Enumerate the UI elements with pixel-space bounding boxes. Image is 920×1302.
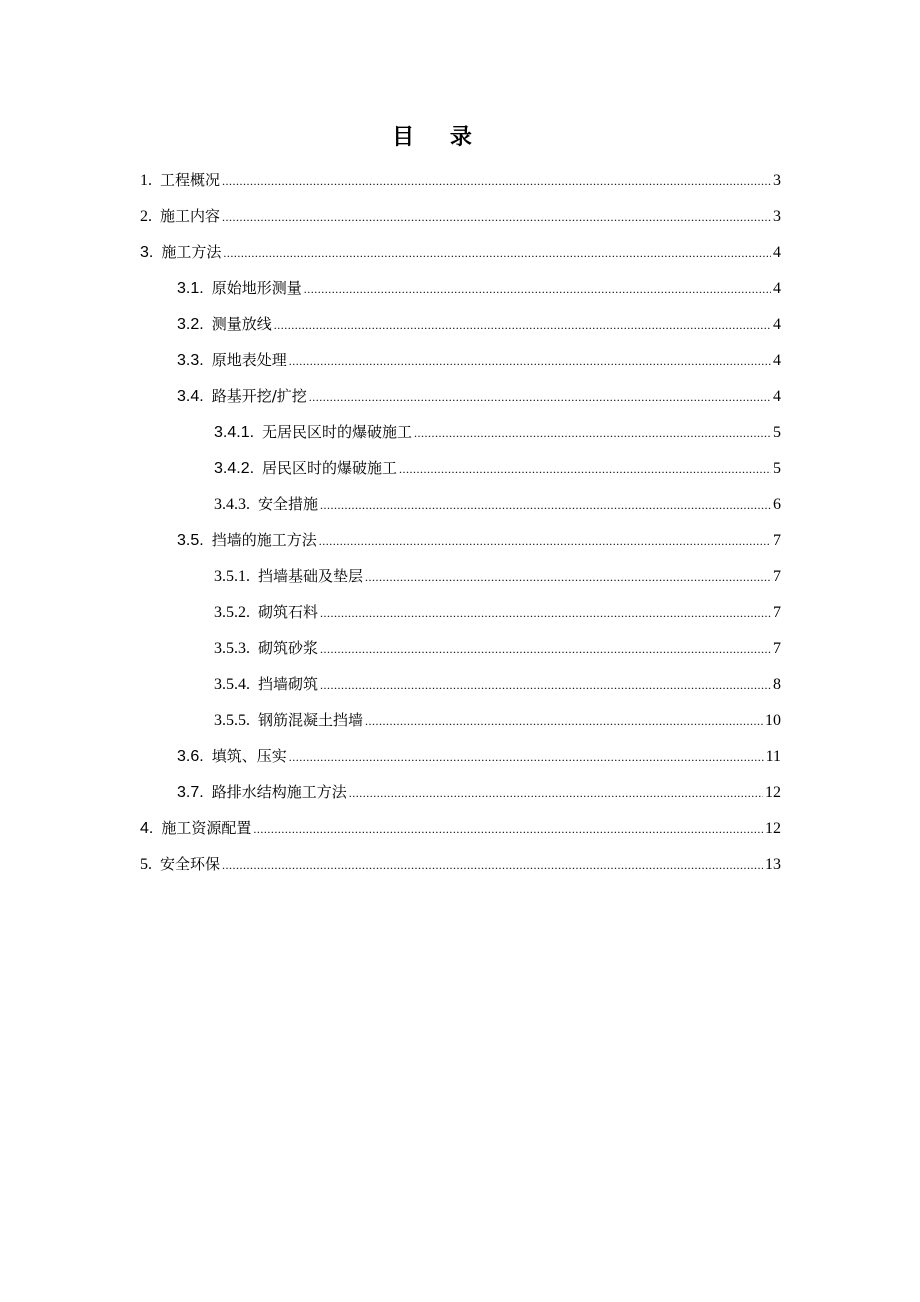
toc-entry-text: 挡墙基础及垫层 [258, 567, 364, 585]
toc-entry-page: 12 [765, 784, 781, 801]
dot-leader [365, 565, 771, 589]
toc-entry-page: 6 [773, 496, 781, 513]
toc-entry-text: 居民区时的爆破施工 [262, 459, 398, 477]
toc-entry-number: 3.7. [177, 784, 204, 801]
dot-leader [222, 205, 771, 229]
toc-entry-page: 4 [773, 280, 781, 297]
toc-entry-number: 3.5.4. [214, 676, 250, 693]
dot-leader [222, 169, 771, 193]
toc-entry-number: 3.4.2. [214, 460, 255, 477]
toc-entry-page: 3 [773, 208, 781, 225]
toc-entry-page: 3 [773, 172, 781, 189]
toc-entry[interactable] [177, 276, 781, 300]
toc-entry-page: 12 [765, 820, 781, 837]
toc-entry-number: 3. [140, 244, 154, 261]
dot-leader [320, 673, 771, 697]
dot-leader [320, 601, 771, 625]
toc-entry[interactable] [214, 420, 781, 444]
toc-entry[interactable] [214, 672, 781, 696]
dot-leader [349, 781, 763, 805]
toc-entry[interactable] [214, 492, 781, 516]
dot-leader [289, 349, 771, 373]
toc-entry-text: 工程概况 [160, 171, 221, 189]
toc-entry-text: 原地表处理 [211, 351, 287, 369]
dot-leader [309, 385, 771, 409]
dot-leader [365, 709, 763, 733]
toc-entry[interactable] [177, 780, 781, 804]
toc-entry-text: 砌筑砂浆 [258, 639, 319, 657]
dot-leader [399, 457, 771, 481]
toc-entry-page: 11 [765, 748, 781, 765]
toc-entry[interactable] [140, 852, 781, 876]
toc-entry[interactable] [214, 600, 781, 624]
dot-leader [414, 421, 771, 445]
toc-entry-number: 2. [140, 208, 152, 225]
toc-entry-number: 5. [140, 856, 152, 873]
toc-entry-page: 7 [773, 568, 781, 585]
toc-entry-page: 4 [773, 316, 781, 333]
toc-entry-page: 7 [773, 532, 781, 549]
toc-entry[interactable] [177, 528, 781, 552]
dot-leader [274, 313, 771, 337]
dot-leader [320, 493, 771, 517]
dot-leader [319, 529, 771, 553]
toc-entry-number: 3.4. [177, 388, 204, 405]
toc-entry-text: 无居民区时的爆破施工 [262, 423, 413, 441]
toc-entry-text: 挡墙砌筑 [258, 675, 319, 693]
toc-entry[interactable] [140, 168, 781, 192]
toc-entry[interactable] [140, 204, 781, 228]
toc-entry[interactable] [214, 456, 781, 480]
toc-entry-number: 4. [140, 820, 154, 837]
toc-entry[interactable] [140, 816, 781, 840]
toc-entry-text: 砌筑石料 [258, 603, 319, 621]
toc-entry-text: 钢筋混凝土挡墙 [258, 711, 364, 729]
toc-entry[interactable] [177, 384, 781, 408]
toc-entry-text: 安全环保 [160, 855, 221, 873]
toc-entry-number: 1. [140, 172, 152, 189]
toc-entry-text: 施工资源配置 [161, 819, 252, 837]
toc-entry-number: 3.5.5. [214, 712, 250, 729]
toc-entry-number: 3.2. [177, 316, 204, 333]
toc-entry-number: 3.6. [177, 748, 204, 765]
toc-entry-page: 5 [773, 460, 781, 477]
toc-entry-page: 4 [773, 352, 781, 369]
toc-entry-text: 施工方法 [161, 243, 222, 261]
toc-entry[interactable] [214, 636, 781, 660]
toc-entry-number: 3.5.3. [214, 640, 250, 657]
toc-entry-page: 13 [765, 856, 781, 873]
toc-entry-number: 3.1. [177, 280, 204, 297]
dot-leader [222, 853, 763, 877]
toc-entry-page: 4 [773, 388, 781, 405]
dot-leader [289, 745, 764, 769]
toc-entry-text: 路基开挖/扩挖 [211, 387, 307, 405]
toc-entry-text: 路排水结构施工方法 [211, 783, 347, 801]
toc-entry[interactable] [214, 708, 781, 732]
toc-entry-page: 8 [773, 676, 781, 693]
toc-entry-text: 测量放线 [211, 315, 272, 333]
toc-entry-text: 挡墙的施工方法 [211, 531, 317, 549]
toc-entry-page: 5 [773, 424, 781, 441]
toc-entry-page: 4 [773, 244, 781, 261]
toc-entry-text: 填筑、压实 [211, 747, 287, 765]
toc-entry[interactable] [140, 240, 781, 264]
toc-entry-page: 10 [765, 712, 781, 729]
toc-entry-text: 原始地形测量 [211, 279, 302, 297]
toc-entry-number: 3.4.3. [214, 496, 250, 513]
dot-leader [223, 241, 771, 265]
toc-entry-number: 3.5. [177, 532, 204, 549]
toc-entry-page: 7 [773, 640, 781, 657]
toc-entry[interactable] [177, 348, 781, 372]
toc-entry-text: 施工内容 [160, 207, 221, 225]
toc-entry[interactable] [177, 744, 781, 768]
toc-entry-number: 3.4.1. [214, 424, 255, 441]
dot-leader [304, 277, 771, 301]
toc-entry-number: 3.3. [177, 352, 204, 369]
toc-entry-page: 7 [773, 604, 781, 621]
toc-title: 目 录 [392, 124, 486, 150]
toc-entry[interactable] [177, 312, 781, 336]
toc-entry-text: 安全措施 [258, 495, 319, 513]
toc-entry[interactable] [214, 564, 781, 588]
dot-leader [320, 637, 771, 661]
toc-entry-number: 3.5.2. [214, 604, 250, 621]
toc-entry-number: 3.5.1. [214, 568, 250, 585]
dot-leader [253, 817, 763, 841]
